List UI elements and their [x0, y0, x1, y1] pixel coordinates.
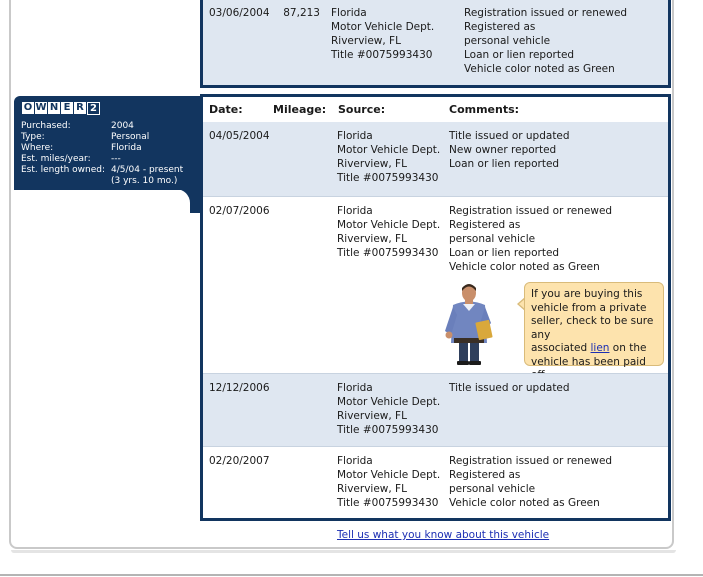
owner-badge-letter: O [23, 102, 33, 113]
comment-line: personal vehicle [449, 483, 536, 495]
tip-bubble [524, 282, 664, 366]
record-source [337, 204, 440, 260]
comment-line: Registered as [464, 21, 536, 33]
source-line: Motor Vehicle Dept. [337, 144, 441, 156]
owner-value: 4/5/04 - present [111, 165, 184, 175]
owner-value: (3 yrs. 10 mo.) [111, 176, 178, 186]
record-date: 03/06/2004 [209, 7, 270, 19]
source-line: Riverview, FL [337, 233, 407, 245]
owner-value: --- [111, 154, 121, 164]
source-line: Riverview, FL [337, 410, 407, 422]
source-line: Title #0075993430 [337, 172, 439, 184]
source-line: Motor Vehicle Dept. [337, 219, 441, 231]
source-line: Florida [331, 7, 367, 19]
source-line: Motor Vehicle Dept. [337, 396, 441, 408]
comment-line: Registration issued or renewed [464, 7, 628, 19]
tip-line: If you are buying this [531, 288, 643, 300]
owner-badge [22, 102, 100, 115]
comment-line: Registered as [449, 219, 521, 231]
source-line: Florida [337, 130, 373, 142]
comment-line: personal vehicle [449, 233, 536, 245]
owner-key: Est. length owned: [21, 165, 106, 175]
owner-badge-letter: W [35, 102, 47, 113]
comment-line: personal vehicle [464, 35, 551, 47]
comment-line: Registered as [449, 469, 521, 481]
comment-line: Loan or lien reported [464, 49, 575, 61]
tip-text: associated [531, 342, 591, 354]
owner-panel-curve [14, 189, 190, 213]
source-line: Riverview, FL [331, 35, 401, 47]
owner-value: 2004 [111, 121, 134, 131]
comment-line: Title issued or updated [449, 130, 570, 142]
table-row [203, 447, 668, 518]
comment-line: Vehicle color noted as Green [449, 261, 600, 273]
record-date: 12/12/2006 [209, 382, 270, 394]
comment-line: Vehicle color noted as Green [464, 63, 615, 75]
source-line: Title #0075993430 [337, 424, 439, 436]
source-line: Florida [337, 382, 373, 394]
owner-badge-letter: N [49, 102, 59, 113]
comment-line: Loan or lien reported [449, 158, 560, 170]
salesman-illustration [439, 283, 499, 365]
lien-link[interactable]: lien [590, 342, 610, 354]
record-source [337, 381, 440, 437]
frame-shadow [11, 550, 676, 553]
source-line: Title #0075993430 [331, 49, 433, 61]
record-source [337, 129, 440, 185]
source-line: Florida [337, 455, 373, 467]
record-comments [449, 454, 612, 510]
tip-line: vehicle has been paid [531, 355, 646, 368]
comment-line: Loan or lien reported [449, 247, 560, 259]
previous-record [200, 0, 671, 88]
record-source [337, 454, 440, 510]
owner-badge-number: 2 [87, 102, 100, 115]
source-line: Motor Vehicle Dept. [337, 469, 441, 481]
source-line: Riverview, FL [337, 158, 407, 170]
record-date: 04/05/2004 [209, 130, 270, 142]
source-line: Title #0075993430 [337, 247, 439, 259]
owner-panel [14, 96, 204, 190]
record-comments [449, 204, 612, 274]
header-comments: Comments: [449, 103, 520, 116]
owner-badge-letter: R [74, 102, 86, 114]
source-line: Title #0075993430 [337, 497, 439, 509]
tell-us-link[interactable]: Tell us what you know about this vehicle [337, 529, 550, 541]
header-mileage: Mileage: [273, 103, 327, 116]
header-date: Date: [209, 103, 243, 116]
comment-line: New owner reported [449, 144, 557, 156]
record-comments [449, 129, 570, 171]
header-source: Source: [338, 103, 386, 116]
owner-key: Type: [21, 132, 45, 142]
record-comments [449, 381, 570, 395]
bottom-divider [0, 574, 703, 576]
source-line: Motor Vehicle Dept. [331, 21, 435, 33]
comment-line: Vehicle color noted as Green [449, 497, 600, 509]
tip-line-with-link [531, 342, 659, 356]
source-line: Florida [337, 205, 373, 217]
source-line: Riverview, FL [337, 483, 407, 495]
record-date: 02/20/2007 [209, 455, 270, 467]
tip-line: vehicle from a private [531, 301, 647, 314]
table-row [203, 122, 668, 196]
record-comments [464, 6, 627, 76]
history-table [200, 94, 671, 521]
comment-line: Registration issued or renewed [449, 455, 613, 467]
owner-value: Florida [111, 143, 142, 153]
record-date: 02/07/2006 [209, 205, 270, 217]
owner-value: Personal [111, 132, 150, 142]
owner-badge-letter: E [61, 102, 73, 114]
owner-key: Est. miles/year: [21, 154, 91, 164]
comment-line: Registration issued or renewed [449, 205, 613, 217]
comment-line: Title issued or updated [449, 382, 570, 394]
owner-key: Where: [21, 143, 54, 153]
record-source [331, 6, 434, 62]
record-mileage: 87,213 [283, 7, 320, 19]
owner-key: Purchased: [21, 121, 71, 131]
table-row [203, 374, 668, 446]
tip-line: seller, check to be sure any [531, 315, 654, 341]
tip-text: on the [609, 342, 647, 354]
